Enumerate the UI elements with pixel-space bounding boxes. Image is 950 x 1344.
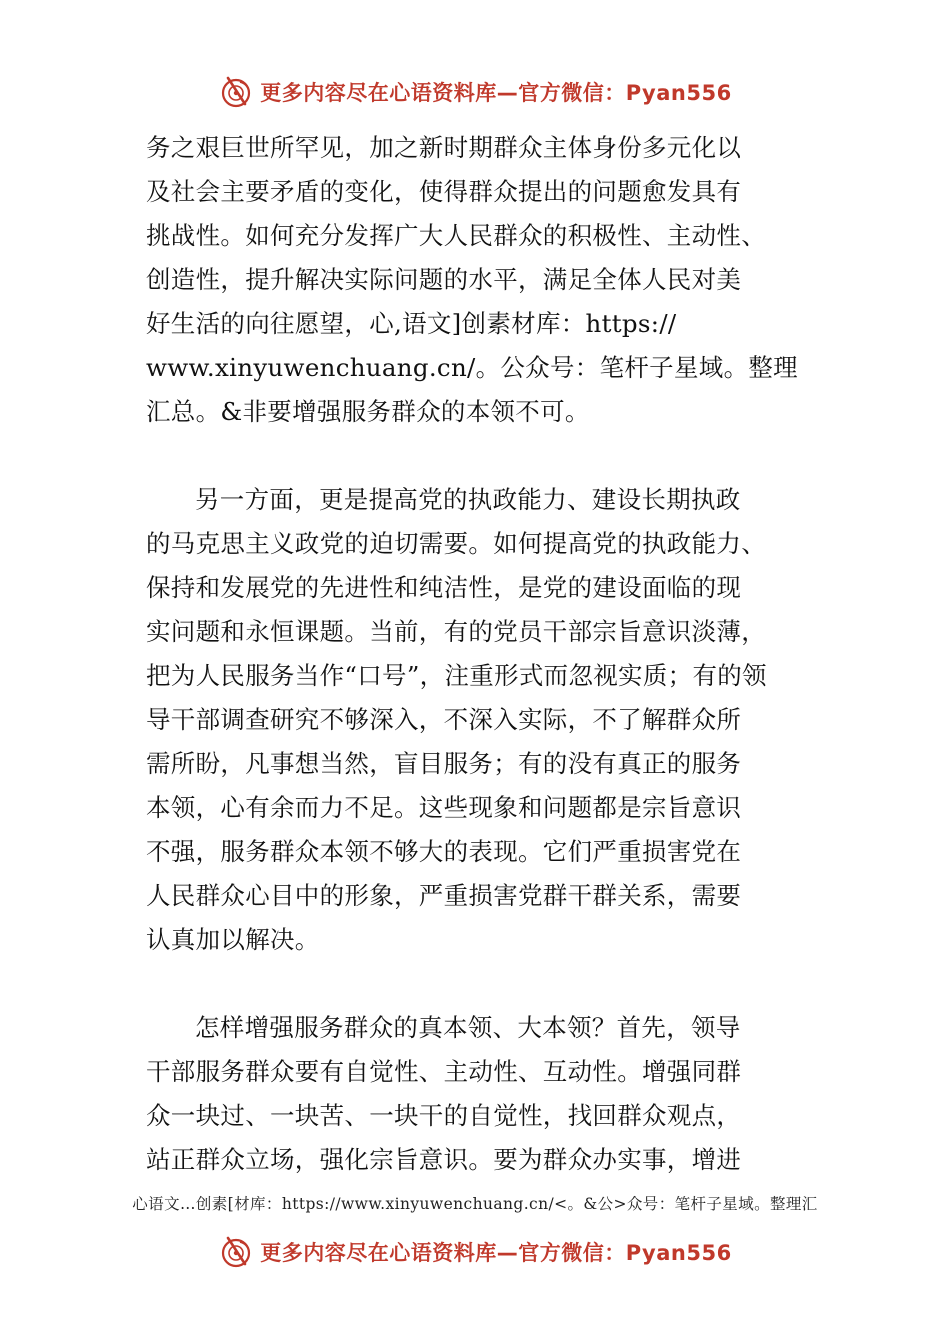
footer-banner-text: 更多内容尽在心语资料库—官方微信：Pyan556 xyxy=(260,1241,732,1265)
text-line: 本领，心有余而力不足。这些现象和问题都是宗旨意识 xyxy=(146,793,742,822)
footer-banner xyxy=(0,1232,950,1272)
paragraph-gap xyxy=(146,434,826,478)
text-line: 好生活的向往愿望，心,语文]创素材库：https:// xyxy=(146,309,677,338)
text-line: www.xinyuwenchuang.cn/。公众号：笔杆子星域。整理 xyxy=(146,353,798,382)
text-line: 众一块过、一块苦、一块干的自觉性，找回群众观点， xyxy=(146,1101,742,1130)
paragraph xyxy=(146,1006,826,1182)
text-line: 及社会主要矛盾的变化，使得群众提出的问题愈发具有 xyxy=(146,177,742,206)
text-line: 挑战性。如何充分发挥广大人民群众的积极性、主动性、 xyxy=(146,221,766,250)
footer-note: 心语文…创素[材库：https://www.xinyuwenchuang.cn/<。&公>众号：笔杆子星域。整理汇 xyxy=(132,1195,818,1213)
text-line: 保持和发展党的先进性和纯洁性，是党的建设面临的现 xyxy=(146,573,742,602)
header-banner-text: 更多内容尽在心语资料库—官方微信：Pyan556 xyxy=(260,81,732,105)
text-line: 怎样增强服务群众的真本领、大本领？首先，领导 xyxy=(195,1013,741,1042)
text-line: 需所盼，凡事想当然，盲目服务；有的没有真正的服务 xyxy=(146,749,742,778)
text-line: 汇总。&非要增强服务群众的本领不可。 xyxy=(146,397,590,426)
paragraph xyxy=(146,126,826,434)
paragraph-gap xyxy=(146,962,826,1006)
text-line: 人民群众心目中的形象，严重损害党群干群关系，需要 xyxy=(146,881,742,910)
text-line: 把为人民服务当作“口号”，注重形式而忽视实质；有的领 xyxy=(146,661,767,690)
text-line: 导干部调查研究不够深入，不深入实际，不了解群众所 xyxy=(146,705,742,734)
text-line: 另一方面，更是提高党的执政能力、建设长期执政 xyxy=(195,485,741,514)
brand-logo-icon xyxy=(218,1234,254,1270)
paragraph xyxy=(146,478,826,962)
text-line: 认真加以解决。 xyxy=(146,925,320,954)
text-line: 站正群众立场，强化宗旨意识。要为群众办实事，增进 xyxy=(146,1145,742,1174)
text-line: 干部服务群众要有自觉性、主动性、互动性。增强同群 xyxy=(146,1057,742,1086)
text-line: 创造性，提升解决实际问题的水平，满足全体人民对美 xyxy=(146,265,742,294)
text-line: 实问题和永恒课题。当前，有的党员干部宗旨意识淡薄， xyxy=(146,617,766,646)
text-line: 的马克思主义政党的迫切需要。如何提高党的执政能力、 xyxy=(146,529,766,558)
text-line: 不强，服务群众本领不够大的表现。它们严重损害党在 xyxy=(146,837,742,866)
header-banner xyxy=(0,72,950,112)
document-body xyxy=(146,126,826,1182)
brand-logo-icon xyxy=(218,74,254,110)
text-line: 务之艰巨世所罕见，加之新时期群众主体身份多元化以 xyxy=(146,133,742,162)
